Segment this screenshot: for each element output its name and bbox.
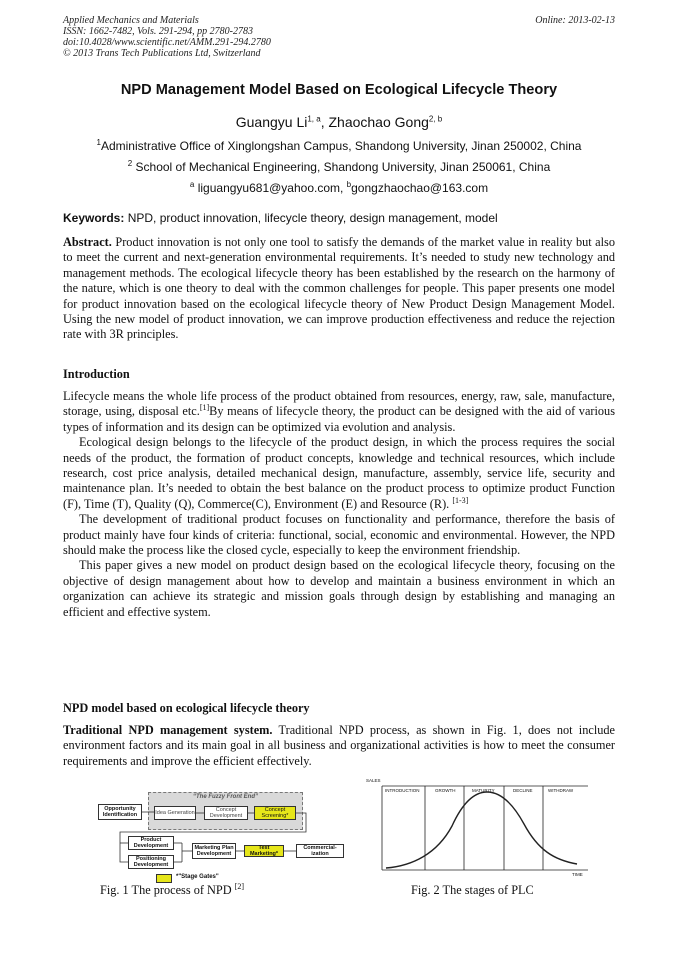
abstract-text: Product innovation is not only one tool to satisfy the demands of the market value in reality but also to meet the current and next-generation environmental requirements. It’s needed to study new technology and management methods. The ecological lifecycle theory has been established by the research on the harmony of the nature, which is one theory to deal with the common challenges for people. This paper presents one model for product innovation based on the ecological lifecycle theory of New Product Design Management Model. Using the new model of product innovation, we can improve production effectiveness and reduce the rejection rate with 3R principles. — [63, 235, 615, 342]
figure-1-caption: Fig. 1 The process of NPD [2] — [100, 881, 245, 897]
commercialization-box: Commercial-ization — [296, 844, 344, 858]
figure-2-caption: Fig. 2 The stages of PLC — [411, 883, 534, 897]
affiliation-2: $^2$ School of Mechanical Engineering, Shandong University, Jinan 250061, China — [127, 159, 551, 174]
idea-generation-box: Idea Generation — [154, 806, 196, 820]
online-date: Online: 2013-02-13 — [535, 15, 615, 26]
author-1: Guangyu Li — [235, 114, 308, 130]
intro-paragraph-2: Ecological design belongs to the lifecycle of the product design, in which the process requires the social needs of the product, the formation of product concepts, knowledge and technical resources, which include research, cost price analysis, detailed mechanical design, manufacture, assembly, service life, security and maintenance plan. It’s needed to obtain the best balance on the product process to optimize product Function (F), Time (T), Quality (Q), Commerce(C), Environment (E) and Resource (R). [1-3] — [63, 435, 615, 511]
affiliation-1: $^1$Administrative Office of Xinglongshan Campus, Shandong University, Jinan 250002, China — [96, 138, 582, 153]
journal-doi: doi:10.4028/www.scientific.net/AMM.291-294.2780 — [63, 37, 271, 48]
stage-decline: DECLINE — [513, 788, 533, 793]
stage-introduction: INTRODUCTION — [385, 788, 420, 793]
keywords: Keywords: NPD, product innovation, lifecycle theory, design management, model — [63, 211, 498, 225]
stage-gate-legend-swatch — [156, 874, 172, 883]
product-development-box: Product Development — [128, 836, 174, 850]
sales-axis-label: SALES — [366, 778, 381, 783]
concept-development-box: Concept Development — [204, 806, 248, 820]
section-heading-npd-model: NPD model based on ecological lifecycle theory — [63, 701, 310, 715]
stage-withdraw: WITHDRAW — [548, 788, 574, 793]
figure-1-npd-process — [96, 786, 337, 886]
introduction-body — [63, 389, 615, 620]
authors: Guangyu Li$^{1, a}$, Zhaochao Gong$^{2, b}$ — [235, 114, 443, 130]
section-heading-introduction: Introduction — [63, 367, 130, 381]
section-2-body: Traditional NPD management system. Traditional NPD process, as shown in Fig. 1, does not include environment factors and its main goal in all business and organizational activities is how to meet the consumer requirements and improve the efficient effectively. — [63, 723, 616, 768]
journal-name: Applied Mechanics and Materials — [63, 15, 199, 26]
subsection-heading: Traditional NPD management system. — [63, 723, 273, 737]
concept-screening-box: Concept Screening* — [254, 806, 296, 820]
abstract-label: Abstract. — [63, 235, 112, 249]
intro-paragraph-3: The development of traditional product focuses on functionality and performance, therefore the basis of product mainly have four kinds of criteria: functional, social, economic and environmental. However, the NPD should make the process like the closed cycle, especially to keep the environment friendship. — [63, 512, 615, 558]
stage-gate-legend-label: *"Stage Gates" — [176, 874, 219, 880]
opportunity-identification-box: Opportunity Identification — [98, 804, 142, 820]
journal-copyright: © 2013 Trans Tech Publications Ltd, Switzerland — [63, 48, 261, 59]
stage-growth: GROWTH — [435, 788, 456, 793]
author-2: Zhaochao Gong — [328, 114, 429, 130]
positioning-development-box: Positioning Development — [128, 855, 174, 869]
test-marketing-box: Test Marketing* — [244, 845, 284, 857]
abstract — [63, 235, 615, 343]
fuzzy-front-end-label: “The Fuzzy Front End” — [193, 794, 258, 800]
intro-paragraph-1: Lifecycle means the whole life process of the product obtained from resources, energy, raw, sale, manufacture, storage, using, disposal etc.[1]By means of lifecycle theory, the product can be designed with the aid of various types of information and its design can be optimized via evolution and analysis. — [63, 389, 615, 434]
marketing-plan-development-box: Marketing Plan Development — [192, 843, 236, 859]
time-axis-label: TIME — [572, 872, 583, 877]
journal-issn: ISSN: 1662-7482, Vols. 291-294, pp 2780-2783 — [63, 26, 253, 37]
paper-title: NPD Management Model Based on Ecological Lifecycle Theory — [120, 82, 558, 98]
figure-1-connectors — [96, 786, 306, 886]
intro-paragraph-4: This paper gives a new model on product design based on the ecological lifecycle theory, focusing on the objective of design management about how to develop and maintain a business environment in which an organization can achieve its strategic and mission goals through design by establishing and managing an efficient and effective system. — [63, 558, 615, 619]
plc-curve — [386, 792, 577, 868]
stage-maturity: MATURITY — [472, 788, 495, 793]
figure-2-plc-chart — [362, 776, 598, 880]
author-emails: $^a$ liguangyu681@yahoo.com, $^b$gongzhaochao@163.com — [189, 180, 489, 195]
